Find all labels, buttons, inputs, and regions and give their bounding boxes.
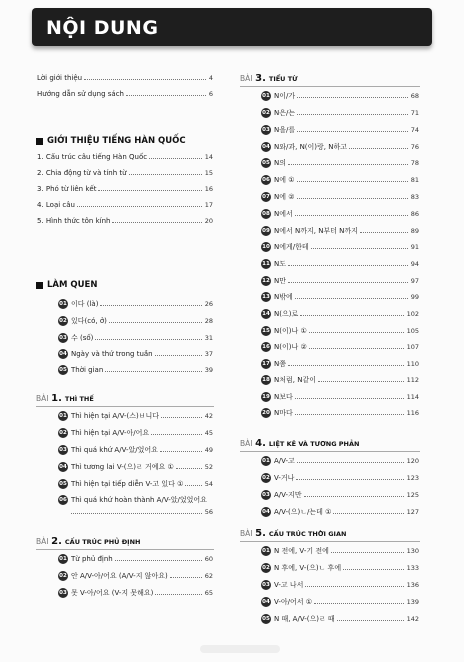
entry-page: 6 (208, 90, 213, 98)
number-badge-icon: 10 (262, 244, 270, 250)
number-badge-icon: 03 (59, 335, 67, 341)
toc-entry[interactable]: 02 있다(có, ở) 28 (59, 317, 213, 325)
number-badge-icon: 07 (262, 194, 270, 200)
number-badge-icon: 02 (262, 110, 270, 116)
toc-entry[interactable]: 4. Loại câu 17 (37, 201, 213, 209)
toc-entry[interactable]: 02 N은/는 71 (262, 109, 419, 117)
number-badge-icon: 01 (59, 301, 67, 307)
divider (240, 451, 420, 452)
toc-entry[interactable]: 03 A/V-지만 125 (262, 491, 419, 499)
toc-entry[interactable]: 04 Ngày và thứ trong tuần 37 (59, 350, 213, 358)
toc-entry[interactable]: 11 N도 94 (262, 260, 419, 268)
number-badge-icon: 03 (59, 447, 67, 453)
number-badge-icon: 03 (59, 590, 67, 596)
lesson-heading: BÀI 2. CẤU TRÚC PHỦ ĐỊNH (36, 536, 141, 547)
lesson-heading: BÀI 1. THÌ THẾ (36, 393, 94, 404)
number-badge-icon: 13 (262, 294, 270, 300)
number-badge-icon: 08 (262, 211, 270, 217)
number-badge-icon: 02 (59, 573, 67, 579)
toc-entry[interactable]: 05 N 때, A/V-(으)ㄹ 때 142 (262, 615, 419, 623)
number-badge-icon: 02 (59, 430, 67, 436)
toc-entry-continued: 56 (71, 506, 213, 518)
toc-entry[interactable]: 04 A/V-(으)ㄴ/는데 ① 127 (262, 508, 419, 516)
number-badge-icon: 05 (262, 160, 270, 166)
lesson-heading: BÀI 3. TIỂU TỪ (240, 73, 298, 84)
toc-entry[interactable]: 02 N 후에, V-(으)ㄴ 후에 133 (262, 564, 419, 572)
toc-entry[interactable]: 04 Thì tương lai V-(으)ㄹ 거예요 ① 52 (59, 463, 213, 471)
number-badge-icon: 06 (262, 177, 270, 183)
divider (36, 406, 214, 407)
toc-entry[interactable]: 02 V-거나 123 (262, 474, 419, 482)
toc-entry[interactable]: 03 V-고 나서 136 (262, 581, 419, 589)
toc-entry[interactable]: 09 N에서 N까지, N부터 N까지 89 (262, 227, 419, 235)
number-badge-icon: 05 (59, 367, 67, 373)
number-badge-icon: 03 (262, 582, 270, 588)
toc-entry[interactable]: 17 N쯤 110 (262, 360, 419, 368)
number-badge-icon: 04 (262, 599, 270, 605)
toc-entry[interactable]: 04 V-아/어서 ① 139 (262, 598, 419, 606)
divider (36, 549, 214, 550)
toc-entry[interactable]: 01 N 전에, V-기 전에 130 (262, 547, 419, 555)
toc-entry[interactable]: 13 N밖에 99 (262, 293, 419, 301)
section-heading: GIỚI THIỆU TIẾNG HÀN QUỐC (36, 136, 186, 146)
toc-entry[interactable]: 01 Từ phủ định 60 (59, 555, 213, 563)
number-badge-icon: 17 (262, 361, 270, 367)
toc-entry[interactable]: 03 Thì quá khứ A/V-았/었어요 49 (59, 446, 213, 454)
toc-entry[interactable]: 06 N에 ① 81 (262, 176, 419, 184)
number-badge-icon: 11 (262, 261, 270, 267)
number-badge-icon: 15 (262, 328, 270, 334)
square-bullet-icon (36, 138, 43, 145)
number-badge-icon: 01 (59, 556, 67, 562)
toc-entry[interactable]: 01 A/V-고 120 (262, 457, 419, 465)
number-badge-icon: 20 (262, 410, 270, 416)
toc-entry[interactable]: 05 N의 78 (262, 159, 419, 167)
toc-entry[interactable]: 18 N처럼, N같이 112 (262, 376, 419, 384)
number-badge-icon: 04 (59, 464, 67, 470)
toc-entry[interactable]: 14 N(으)로 102 (262, 310, 419, 318)
number-badge-icon: 09 (262, 228, 270, 234)
square-bullet-icon (36, 282, 43, 289)
divider (240, 541, 420, 542)
number-badge-icon: 01 (262, 93, 270, 99)
number-badge-icon: 02 (262, 565, 270, 571)
entry-label: Lời giới thiệu (37, 74, 83, 82)
toc-entry[interactable]: 06 Thì quá khứ hoàn thành A/V-았/었었어요 (59, 496, 207, 504)
number-badge-icon: 02 (262, 475, 270, 481)
toc-entry[interactable]: 1. Cấu trúc câu tiếng Hàn Quốc 14 (37, 153, 213, 161)
toc-entry[interactable]: 05 Thời gian 39 (59, 366, 213, 374)
toc-entry[interactable]: 02 안 A/V-아/어요 (A/V-지 않아요) 62 (59, 572, 213, 580)
toc-entry[interactable]: 05 Thì hiện tại tiếp diễn V-고 있다 ① 54 (59, 480, 213, 488)
toc-entry[interactable]: 03 못 V-아/어요 (V-지 못해요) 65 (59, 589, 213, 597)
number-badge-icon: 06 (59, 497, 67, 503)
section-heading: LÀM QUEN (36, 280, 97, 290)
toc-entry[interactable]: 01 N이/가 68 (262, 92, 419, 100)
toc-entry[interactable]: 01 Thì hiện tại A/V-(스)ㅂ니다 42 (59, 412, 213, 420)
toc-entry[interactable]: 15 N(이)나 ① 105 (262, 327, 419, 335)
toc-entry[interactable]: 02 Thì hiện tại A/V-아/어요 45 (59, 429, 213, 437)
number-badge-icon: 05 (262, 616, 270, 622)
toc-entry[interactable]: 04 N와/과, N(이)랑, N하고 76 (262, 143, 419, 151)
toc-entry[interactable] (37, 88, 213, 100)
number-badge-icon: 04 (262, 509, 270, 515)
entry-page: 4 (208, 74, 213, 82)
toc-entry[interactable]: 12 N만 97 (262, 277, 419, 285)
number-badge-icon: 05 (59, 481, 67, 487)
toc-entry[interactable]: 3. Phó từ liên kết 16 (37, 185, 213, 193)
toc-entry[interactable]: 19 N보다 114 (262, 393, 419, 401)
entry-label: Hướng dẫn sử dụng sách (37, 90, 124, 98)
toc-entry[interactable]: 08 N에서 86 (262, 210, 419, 218)
divider (240, 86, 420, 87)
title-banner (32, 8, 432, 46)
number-badge-icon: 19 (262, 394, 270, 400)
lesson-heading: BÀI 4. LIỆT KÊ VÀ TƯƠNG PHẢN (240, 438, 360, 449)
toc-entry[interactable]: 5. Hình thức tôn kính 20 (37, 217, 213, 225)
lesson-heading: BÀI 5. CẤU TRÚC THỜI GIAN (240, 528, 347, 539)
toc-entry[interactable]: 10 N에게/한테 91 (262, 243, 419, 251)
number-badge-icon: 16 (262, 344, 270, 350)
toc-entry[interactable]: 03 N을/를 74 (262, 126, 419, 134)
toc-entry[interactable]: 01 이다 (là) 26 (59, 300, 213, 308)
number-badge-icon: 01 (262, 548, 270, 554)
number-badge-icon: 03 (262, 492, 270, 498)
number-badge-icon: 14 (262, 311, 270, 317)
number-badge-icon: 01 (262, 458, 270, 464)
toc-entry[interactable] (37, 72, 213, 84)
toc-entry[interactable]: 03 수 (số) 31 (59, 334, 213, 342)
number-badge-icon: 01 (59, 413, 67, 419)
number-badge-icon: 04 (59, 351, 67, 357)
toc-entry[interactable]: 20 N마다 116 (262, 409, 419, 417)
toc-entry[interactable]: 07 N에 ② 83 (262, 193, 419, 201)
toc-entry[interactable]: 16 N(이)나 ② 107 (262, 343, 419, 351)
toc-entry[interactable]: 2. Chia động từ và tính từ 15 (37, 169, 213, 177)
number-badge-icon: 18 (262, 377, 270, 383)
page-shadow (200, 645, 280, 653)
number-badge-icon: 03 (262, 127, 270, 133)
number-badge-icon: 12 (262, 278, 270, 284)
page-title: NỘI DUNG (46, 17, 159, 39)
number-badge-icon: 04 (262, 144, 270, 150)
number-badge-icon: 02 (59, 318, 67, 324)
